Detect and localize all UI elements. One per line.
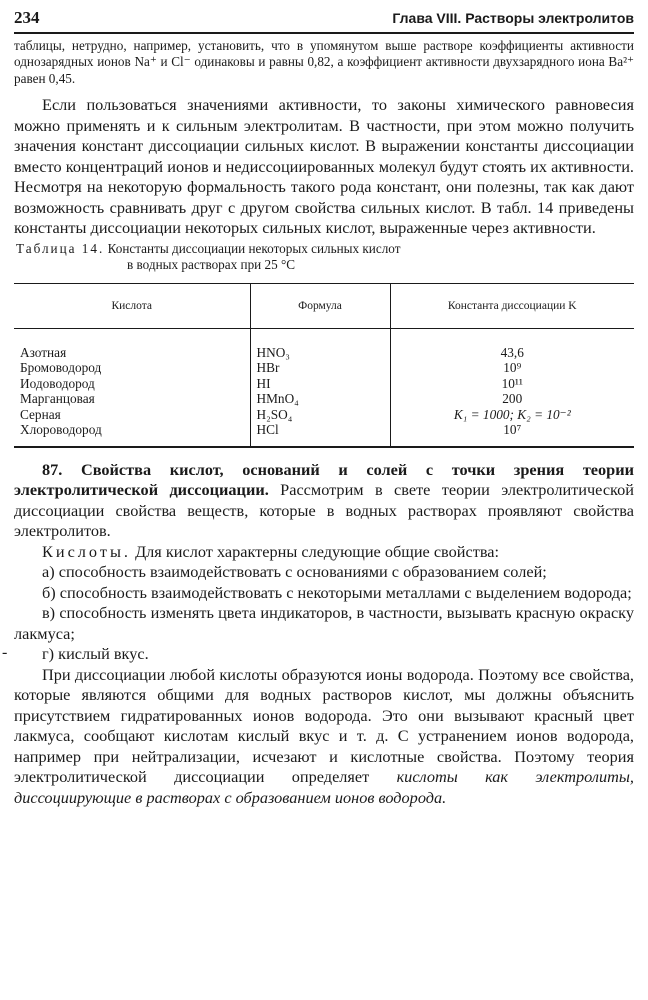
formula-column	[250, 328, 390, 447]
constant-column	[390, 328, 634, 447]
acid-property-item: в) способность изменять цвета индикаторов, в частности, вызывать красную окраску лакмуса;	[14, 603, 634, 643]
acid-formula: H₂SO₄	[256, 406, 293, 422]
acids-paragraph-text: При диссоциации любой кислоты образуются ионы водорода. Поэтому все свойства, которые являются общими для водных растворов кислот, мы должны объяснить присутствием гидратированных ионов водорода. Это они вызывают красный цвет лакмуса, сообщают кислотам кислый вкус и т. д. С устранением ионов водорода, например при нейтрализации, исчезают и кислотные свойства. Поэтому теория электролитической диссоциации определяет	[14, 664, 634, 787]
table-caption-line1: Константы диссоциации некоторых сильных кислот	[107, 240, 401, 256]
acid-formula: HCl	[256, 422, 279, 438]
acids-intro	[14, 542, 634, 563]
margin-mark: -	[2, 644, 8, 661]
acid-name: Бромоводород	[20, 360, 102, 376]
dissociation-constant: 10⁹	[503, 360, 522, 376]
page-number: 234	[14, 8, 40, 27]
acid-property-item: б) способность взаимодействовать с некоторыми металлами с выделением водорода;	[42, 582, 632, 602]
acid-formula: HI	[256, 375, 271, 391]
acid-name: Хлороводород	[20, 422, 102, 438]
acids-intro-text: Для кислот характерны следующие общие свойства:	[135, 541, 500, 561]
table-caption-line2: в водных растворах при 25 °C	[127, 256, 296, 272]
acid-formula: HNO₃	[256, 344, 290, 360]
acid-name: Иодоводород	[20, 375, 95, 391]
table-caption	[14, 241, 634, 273]
acids-paragraph	[14, 665, 634, 809]
acid-name: Серная	[20, 406, 61, 422]
table-label: Таблица 14.	[16, 240, 105, 256]
acid-formula: HMnO₄	[256, 391, 299, 407]
dissociation-constant: 200	[502, 391, 523, 407]
paragraph-activity: Если пользоваться значениями активности, то законы химического равновесия можно применять и к сильным электролитам. В частности, при этом можно получить значения констант диссоциации сильных кислот. В выражении константы диссоциации вместо концентраций ионов и недиссоциированных молекул будут стоять их активности. Несмотря на некоторую формальность такого рода констант, они полезны, так как дают возможность сравнивать друг с другом свойства сильных кислот. В табл. 14 приведены константы диссоциации некоторых сильных кислот, выраженные через активности.	[14, 95, 634, 238]
dissociation-constants-table	[14, 283, 634, 448]
acid-property-item: г) кислый вкус.	[42, 644, 149, 664]
dissociation-constant: 10¹¹	[501, 375, 523, 391]
dissociation-constant: 10⁷	[503, 422, 522, 438]
running-header	[14, 8, 634, 34]
col-header-formula: Формула	[250, 283, 390, 328]
acid-definition: кислоты как электролиты, диссоциирующие в растворах с образованием ионов водорода.	[14, 767, 634, 807]
dissociation-constant: 43,6	[500, 344, 524, 360]
book-page	[2, 8, 634, 808]
chapter-title: Глава VIII. Растворы электролитов	[392, 10, 634, 26]
intro-small-text: таблицы, нетрудно, например, установить, что в упомянутом выше растворе коэффициенты активности однозарядных ионов Na⁺ и Cl⁻ одинаковы и равны 0,82, а коэффициент активности двухзарядного иона Ba²⁺ равен 0,45.	[14, 38, 634, 86]
acid-column	[14, 328, 250, 447]
acid-formula: HBr	[256, 360, 280, 376]
section-text: Рассмотрим в свете теории электролитической диссоциации свойства веществ, которые в водных растворах проявляют свойства электролитов.	[14, 480, 634, 541]
acid-property-item: а) способность взаимодействовать с основаниями с образованием солей;	[42, 562, 547, 582]
col-header-constant: Константа диссоциации K	[390, 283, 634, 328]
dissociation-constant: K₁ = 1000; K₂ = 10⁻²	[453, 406, 571, 422]
section-heading: 87. Свойства кислот, оснований и солей с точки зрения теории электролитической диссоциации.	[14, 459, 634, 500]
section-87	[14, 460, 634, 542]
acid-name: Марганцовая	[20, 391, 95, 407]
acids-heading: Кислоты.	[42, 541, 131, 561]
acid-name: Азотная	[20, 344, 67, 360]
col-header-acid: Кислота	[14, 283, 250, 328]
